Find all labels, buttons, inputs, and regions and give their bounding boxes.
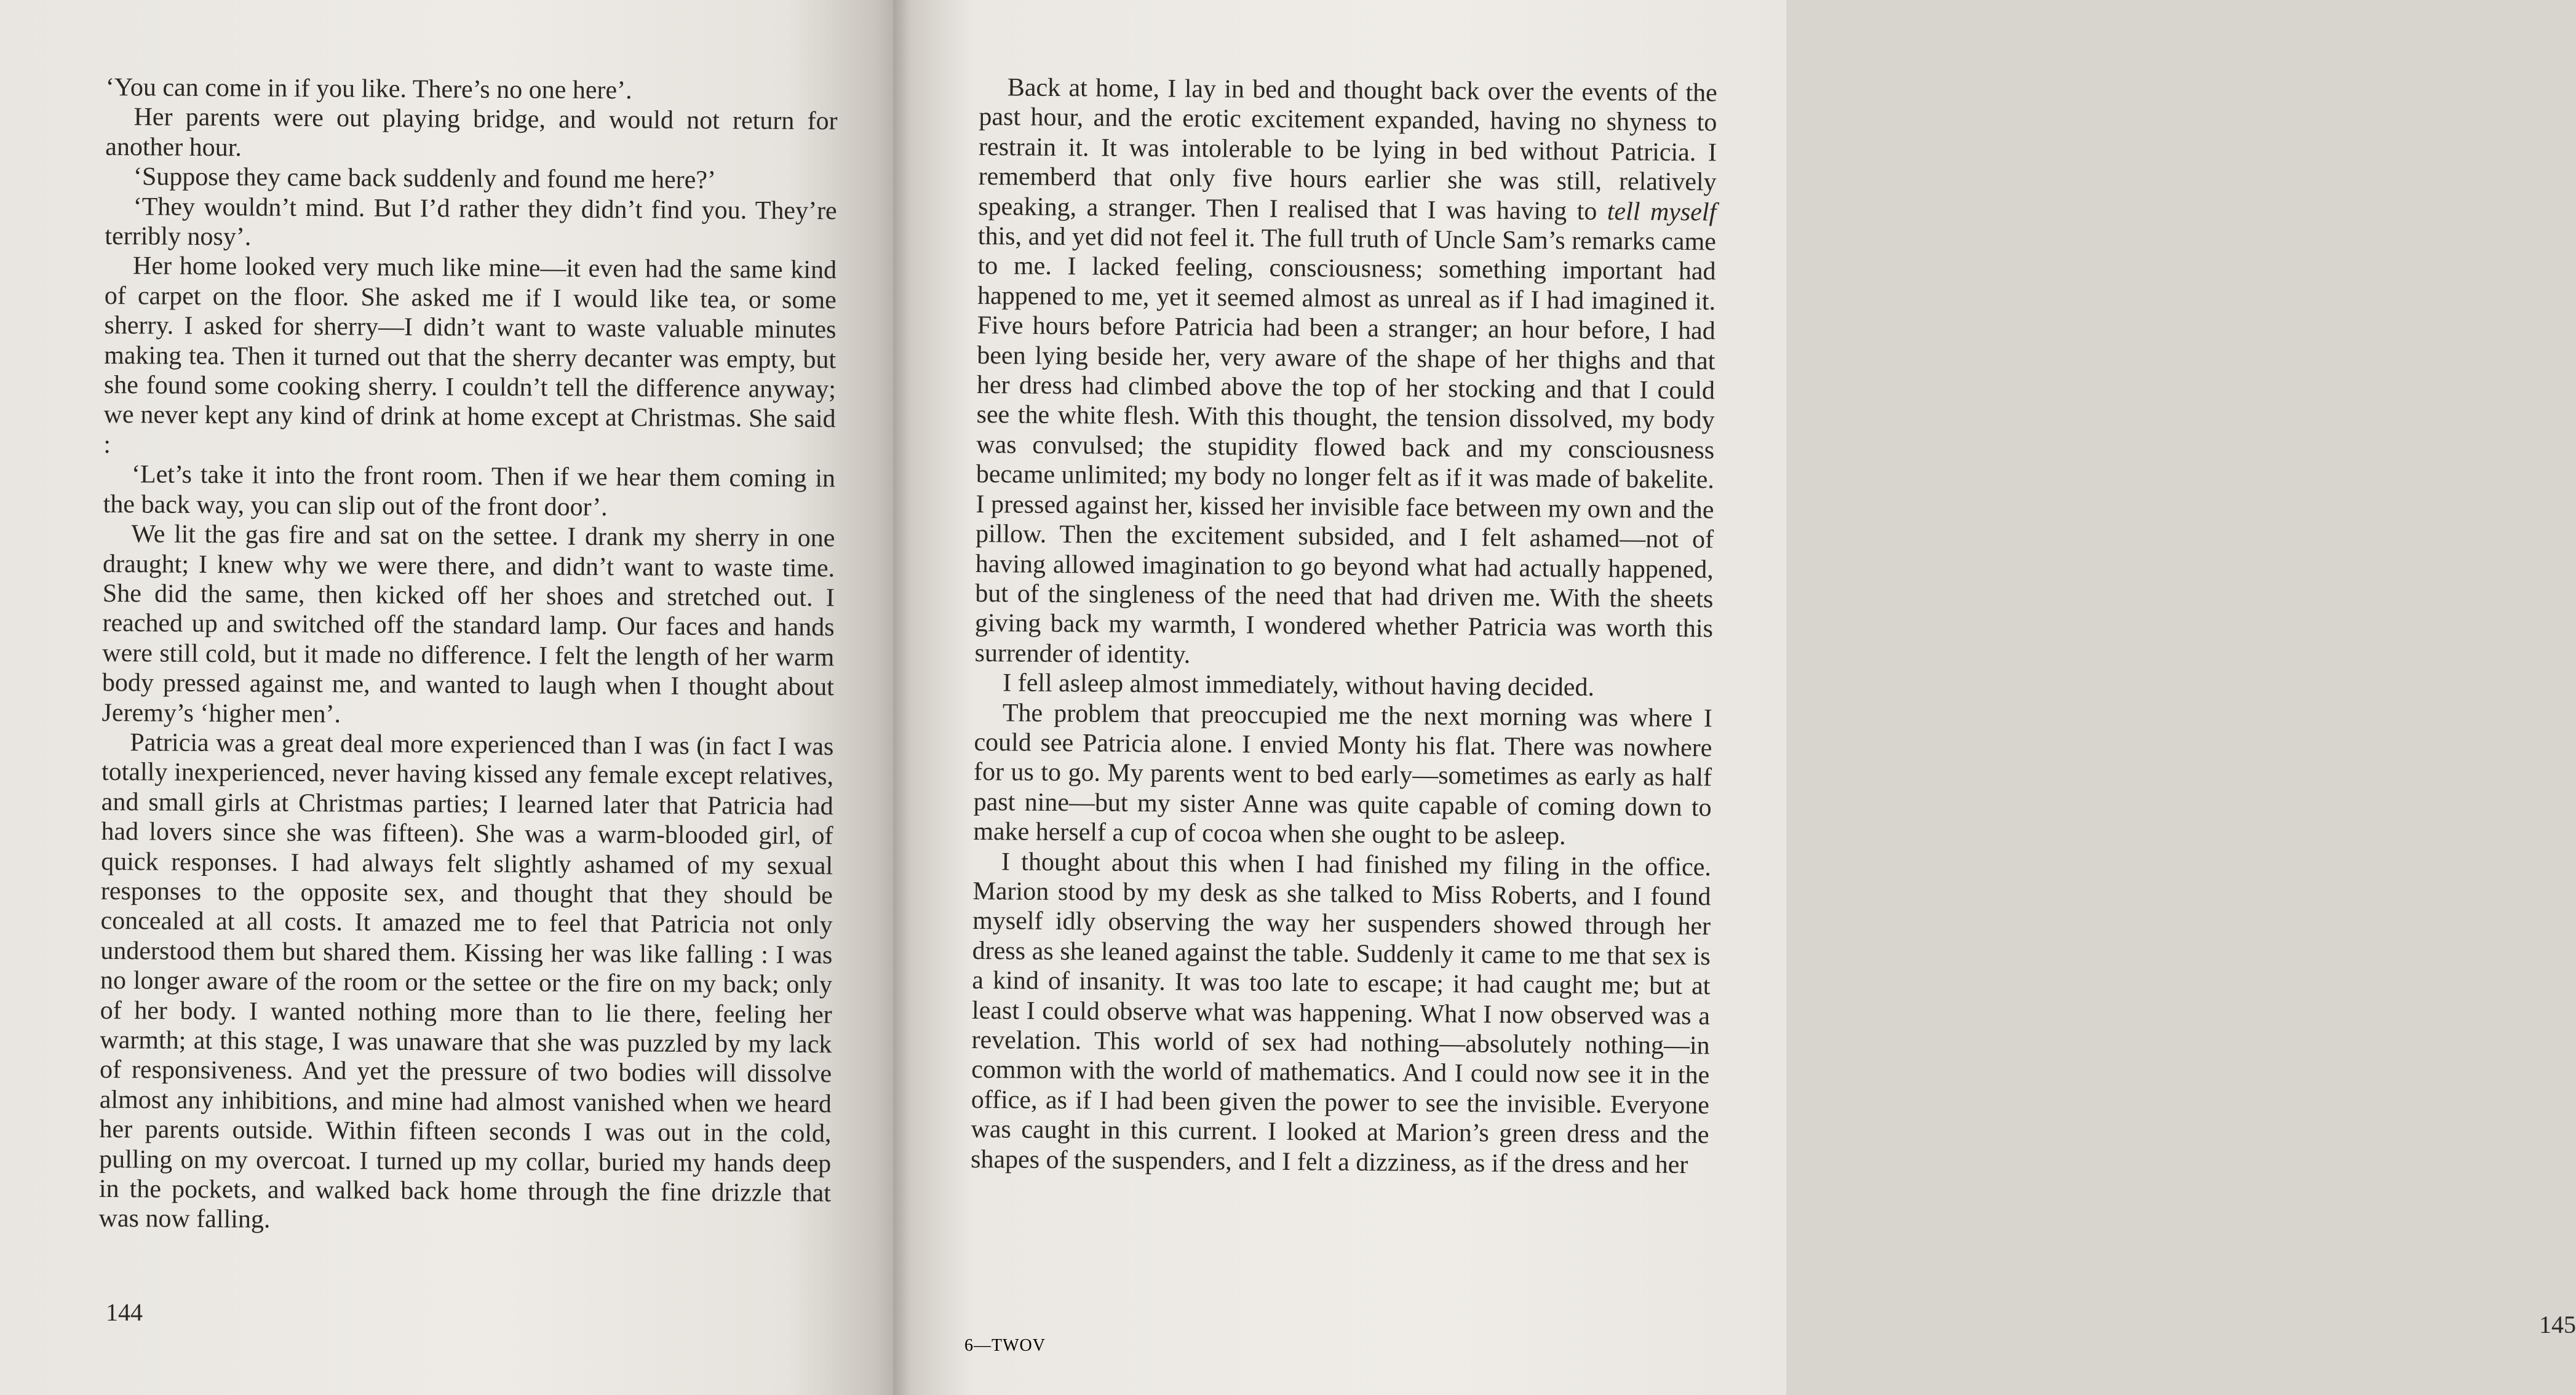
paragraph: ‘They wouldn’t mind. But I’d rather they didn’t find you. They’re terribly nosy’. xyxy=(105,192,837,252)
text-run: this, and yet did not feel it. The full truth of Uncle Sam’s remarks came to me. I lacked feeling, consciousness; something important had happened to me, yet it seemed almost as unreal as if I had imagined it. Five hours before Patricia had been a stranger; an hour before, I had been lying beside her, very aware of the shape of her thighs and that her dress had climbed above the top of her stocking and that I could see the white flesh. With this thought, the tension dissolved, my body was convulsed; the stupidity flowed back and my consciousness became unlimited; my body no longer felt as if it was made of bakelite. I pressed against her, kissed her invisible face between my own and the pillow. Then the excitement subsided, and I felt ashamed—not of having allowed imagination to go beyond what had actually happened, but of the singleness of the need that had driven me. With the sheets giving back my warmth, I wondered whether Patricia was worth this surrender of identity. xyxy=(974,222,1717,669)
paragraph: I fell asleep almost immediately, without having decided. xyxy=(1003,669,1595,702)
left-page-text xyxy=(98,73,838,1238)
paragraph: ‘You can come in if you like. There’s no one here’. xyxy=(105,73,632,105)
paragraph: Patricia was a great deal more experienced than I was (in fact I was totally inexperienced, never having kissed any female except relatives, and small girls at Christmas parties; I learned later that Patricia had had lovers since she was fifteen). She was a warm-blooded girl, of quick responses. I had always felt slightly ashamed of my sexual responses to the opposite sex, and thought that they should be concealed at all costs. It amazed me to feel that Patricia not only understood them but shared them. Kissing her was like falling : I was no longer aware of the room or the settee or the fire on my back; only of her body. I wanted nothing more than to lie there, feeling her warmth; at this stage, I was unaware that she was puzzled by my lack of responsiveness. And yet the pressure of two bodies will dissolve almost any inhibitions, and mine had almost vanished when we heard her parents outside. Within fifteen seconds I was out in the cold, pulling on my overcoat. I turned up my collar, buried my hands deep in the pockets, and walked back home through the fine drizzle that was now falling. xyxy=(98,728,834,1234)
page-number-left: 144 xyxy=(106,1298,143,1326)
left-page xyxy=(0,0,893,1395)
paragraph: We lit the gas fire and sat on the settee. I drank my sherry in one draught; I knew why we were there, and didn’t want to waste time. She did the same, then kicked off her shoes and stretched out. I reached up and switched off the standard lamp. Our faces and hands were still cold, but it made no difference. I felt the length of her warm body pressed against me, and wanted to laugh when I thought about Jeremy’s ‘higher men’. xyxy=(101,520,835,728)
paragraph xyxy=(974,73,1717,674)
signature-mark: 6—TWOV xyxy=(964,1336,1046,1355)
paragraph: I thought about this when I had finished my filing in the office. Marion stood by my desk as she talked to Miss Roberts, and I found myself idly observing the way her suspenders showed through her dress as she leaned against the table. Suddenly it came to me that sex is a kind of insanity. It was too late to escape; it had caught me; but at least I could observe what was happening. What I now observed was a revelation. This world of sex had nothing—absolutely nothing—in common with the world of mathematics. And I could now see it in the office, as if I had been given the power to see the invisible. Everyone was caught in this current. I looked at Marion’s green dress and the shapes of the suspenders, and I felt a dizziness, as if the dress and her xyxy=(970,847,1712,1179)
italic-text: tell myself xyxy=(1607,197,1717,227)
paragraph: ‘Suppose they came back suddenly and found me here?’ xyxy=(133,162,717,195)
paragraph: Her parents were out playing bridge, and would not return for another hour. xyxy=(105,103,838,162)
paragraph: Her home looked very much like mine—it even had the same kind of carpet on the floor. She asked me if I would like tea, or some sherry. I asked for sherry—I didn’t want to waste valuable minutes making tea. Then it turned out that the sherry decanter was empty, but she found some cooking sherry. I couldn’t tell the difference anyway; we never kept any kind of drink at home except at Christmas. She said : xyxy=(103,252,837,459)
text-run: Back at home, I lay in bed and thought back over the events of the past hour, and the erotic excitement expanded, having no shyness to restrain it. It was intolerable to be lying in bed without Patricia. I rememberd that only five hours earlier she was still, relatively speaking, a stranger. Then I realised that I was having to xyxy=(978,73,1717,226)
paragraph: The problem that preoccupied me the next morning was where I could see Patricia alone. I envied Monty his flat. There was nowhere for us to go. My parents went to bed early—sometimes as early as half past nine—but my sister Anne was quite capable of coming down to make herself a cup of cocoa when she ought to be asleep. xyxy=(973,698,1712,851)
paragraph: ‘Let’s take it into the front room. Then if we hear them coming in the back way, you can slip out of the front door’. xyxy=(103,460,836,522)
right-page-text xyxy=(971,73,1717,1180)
page-number-right: 145 xyxy=(2539,1311,2576,1338)
right-page xyxy=(893,0,2576,1395)
